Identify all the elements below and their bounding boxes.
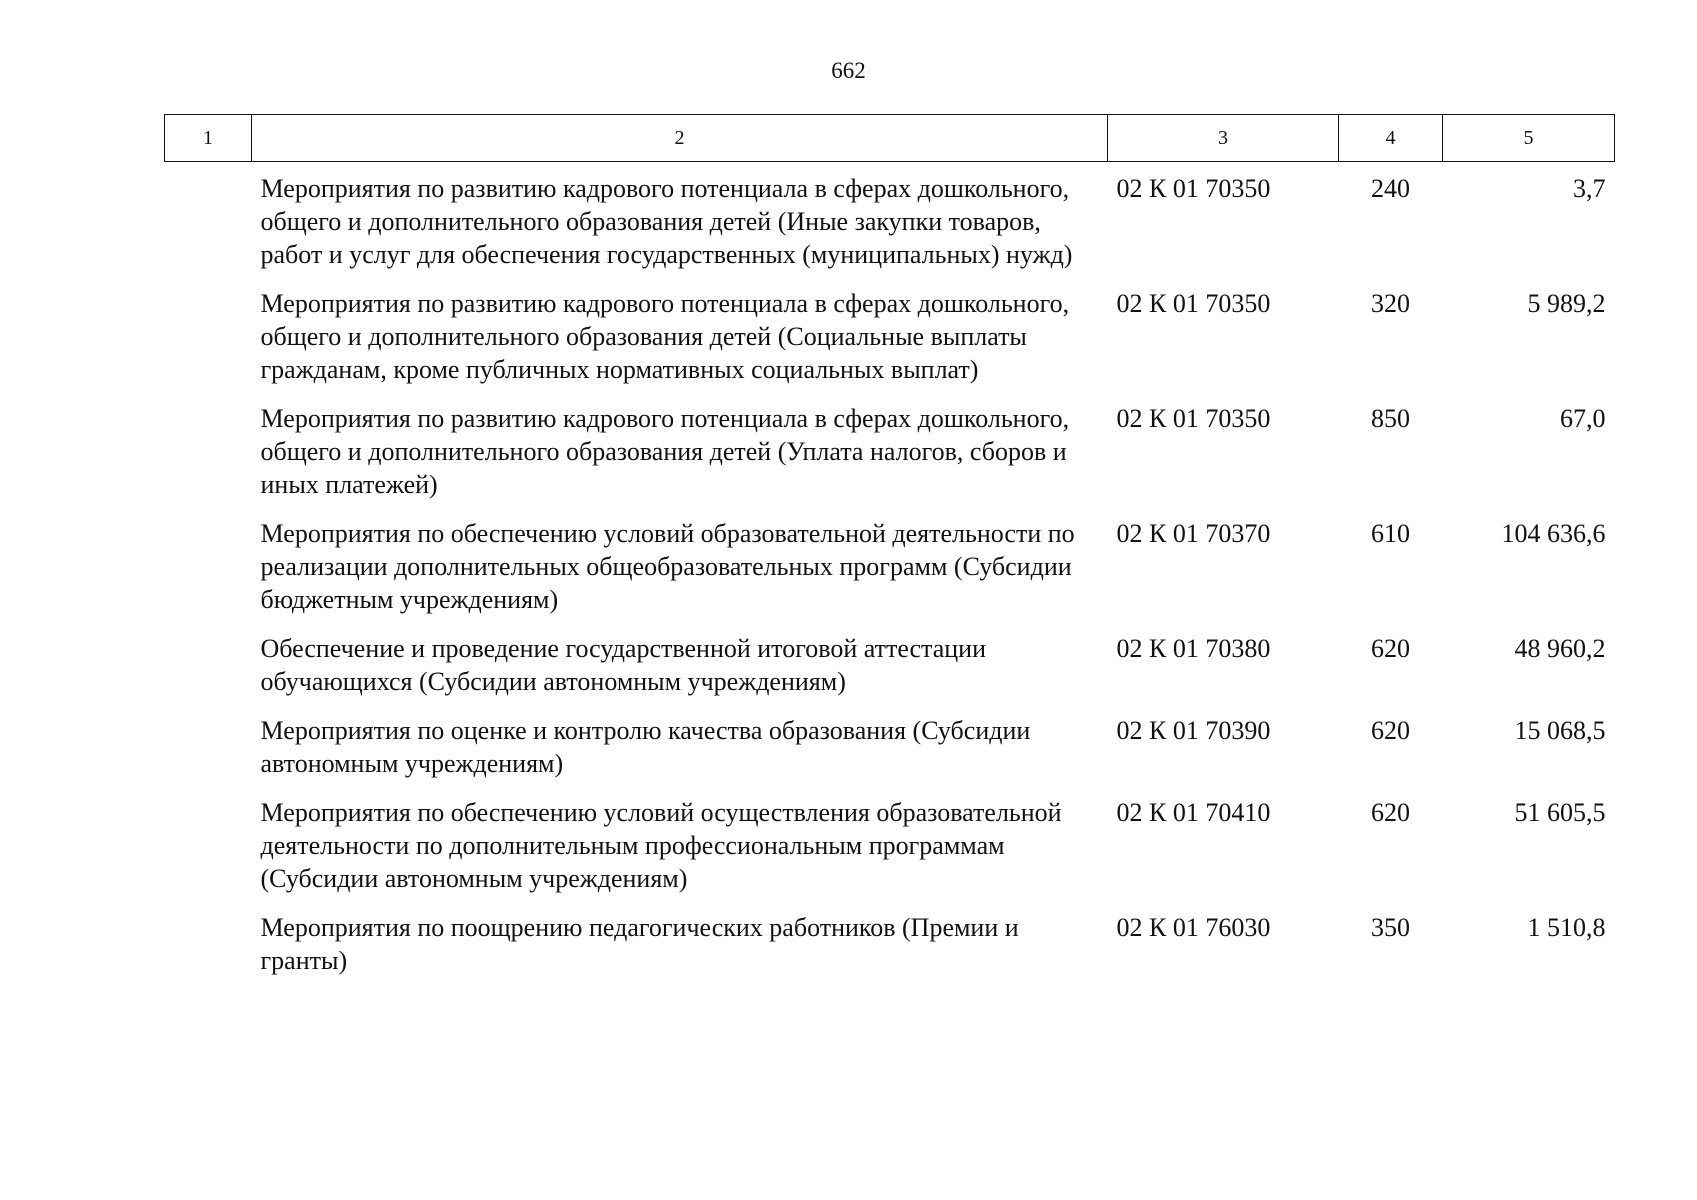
row-amount: 5 989,2: [1527, 289, 1606, 318]
row-type: 350: [1371, 913, 1410, 942]
row-code: 02 К 01 70390: [1116, 716, 1271, 745]
row-col1: [165, 911, 252, 993]
row-col1: [165, 287, 252, 402]
row-amount: 3,7: [1573, 174, 1606, 203]
row-name: Мероприятия по развитию кадрового потенциала в сферах дошкольного, общего и дополнительного образования детей (Иные закупки товаров, работ и услуг для обеспечения государственных (муниципальных) нужд): [260, 174, 1073, 269]
row-col1: [165, 517, 252, 632]
row-name: Мероприятия по обеспечению условий образовательной деятельности по реализации дополнительных общеобразовательных программ (Субсидии бюджетным учреждениям): [260, 519, 1075, 614]
row-name: Мероприятия по оценке и контролю качества образования (Субсидии автономным учреждениям): [260, 716, 1031, 778]
row-type: 320: [1371, 289, 1410, 318]
table-row: [165, 796, 1615, 911]
table-header: [165, 115, 1615, 162]
table-row: [165, 287, 1615, 402]
row-code: 02 К 01 70350: [1116, 174, 1271, 203]
row-code: 02 К 01 70350: [1116, 289, 1271, 318]
row-amount: 15 068,5: [1514, 716, 1606, 745]
table-row: [165, 714, 1615, 796]
header-col-1: 1: [165, 115, 252, 162]
table-row: [165, 911, 1615, 993]
row-col1: [165, 402, 252, 517]
row-type: 620: [1371, 798, 1410, 827]
header-row: [165, 115, 1615, 162]
row-col1: [165, 162, 252, 288]
row-type: 610: [1371, 519, 1410, 548]
row-code: 02 К 01 70380: [1116, 634, 1271, 663]
page-number: 662: [831, 58, 866, 83]
row-code: 02 К 01 76030: [1116, 913, 1271, 942]
row-name: Мероприятия по развитию кадрового потенциала в сферах дошкольного, общего и дополнительного образования детей (Уплата налогов, сборов и иных платежей): [260, 404, 1070, 499]
table-row: [165, 162, 1615, 288]
row-name: Мероприятия по развитию кадрового потенциала в сферах дошкольного, общего и дополнительного образования детей (Социальные выплаты гражданам, кроме публичных нормативных социальных выплат): [260, 289, 1070, 384]
row-name: Мероприятия по поощрению педагогических работников (Премии и гранты): [260, 913, 1019, 975]
header-col-5: 5: [1443, 115, 1615, 162]
budget-table: [164, 114, 1615, 993]
row-col1: [165, 632, 252, 714]
table-row: [165, 402, 1615, 517]
row-amount: 104 636,6: [1501, 519, 1606, 548]
table-body: [165, 162, 1615, 994]
row-type: 620: [1371, 634, 1410, 663]
row-code: 02 К 01 70350: [1116, 404, 1271, 433]
table-row: [165, 517, 1615, 632]
row-amount: 48 960,2: [1514, 634, 1606, 663]
row-type: 850: [1371, 404, 1410, 433]
row-code: 02 К 01 70370: [1116, 519, 1271, 548]
row-name: Мероприятия по обеспечению условий осуществления образовательной деятельности по дополнительным профессиональным программам (Субсидии автономным учреждениям): [260, 798, 1062, 893]
row-amount: 1 510,8: [1527, 913, 1606, 942]
row-amount: 51 605,5: [1514, 798, 1606, 827]
row-amount: 67,0: [1560, 404, 1606, 433]
row-col1: [165, 714, 252, 796]
row-type: 240: [1371, 174, 1410, 203]
header-col-3: 3: [1108, 115, 1339, 162]
header-col-2: 2: [252, 115, 1108, 162]
row-type: 620: [1371, 716, 1410, 745]
row-name: Обеспечение и проведение государственной итоговой аттестации обучающихся (Субсидии автономным учреждениям): [260, 634, 987, 696]
row-col1: [165, 796, 252, 911]
table-row: [165, 632, 1615, 714]
row-code: 02 К 01 70410: [1116, 798, 1271, 827]
header-col-4: 4: [1339, 115, 1443, 162]
